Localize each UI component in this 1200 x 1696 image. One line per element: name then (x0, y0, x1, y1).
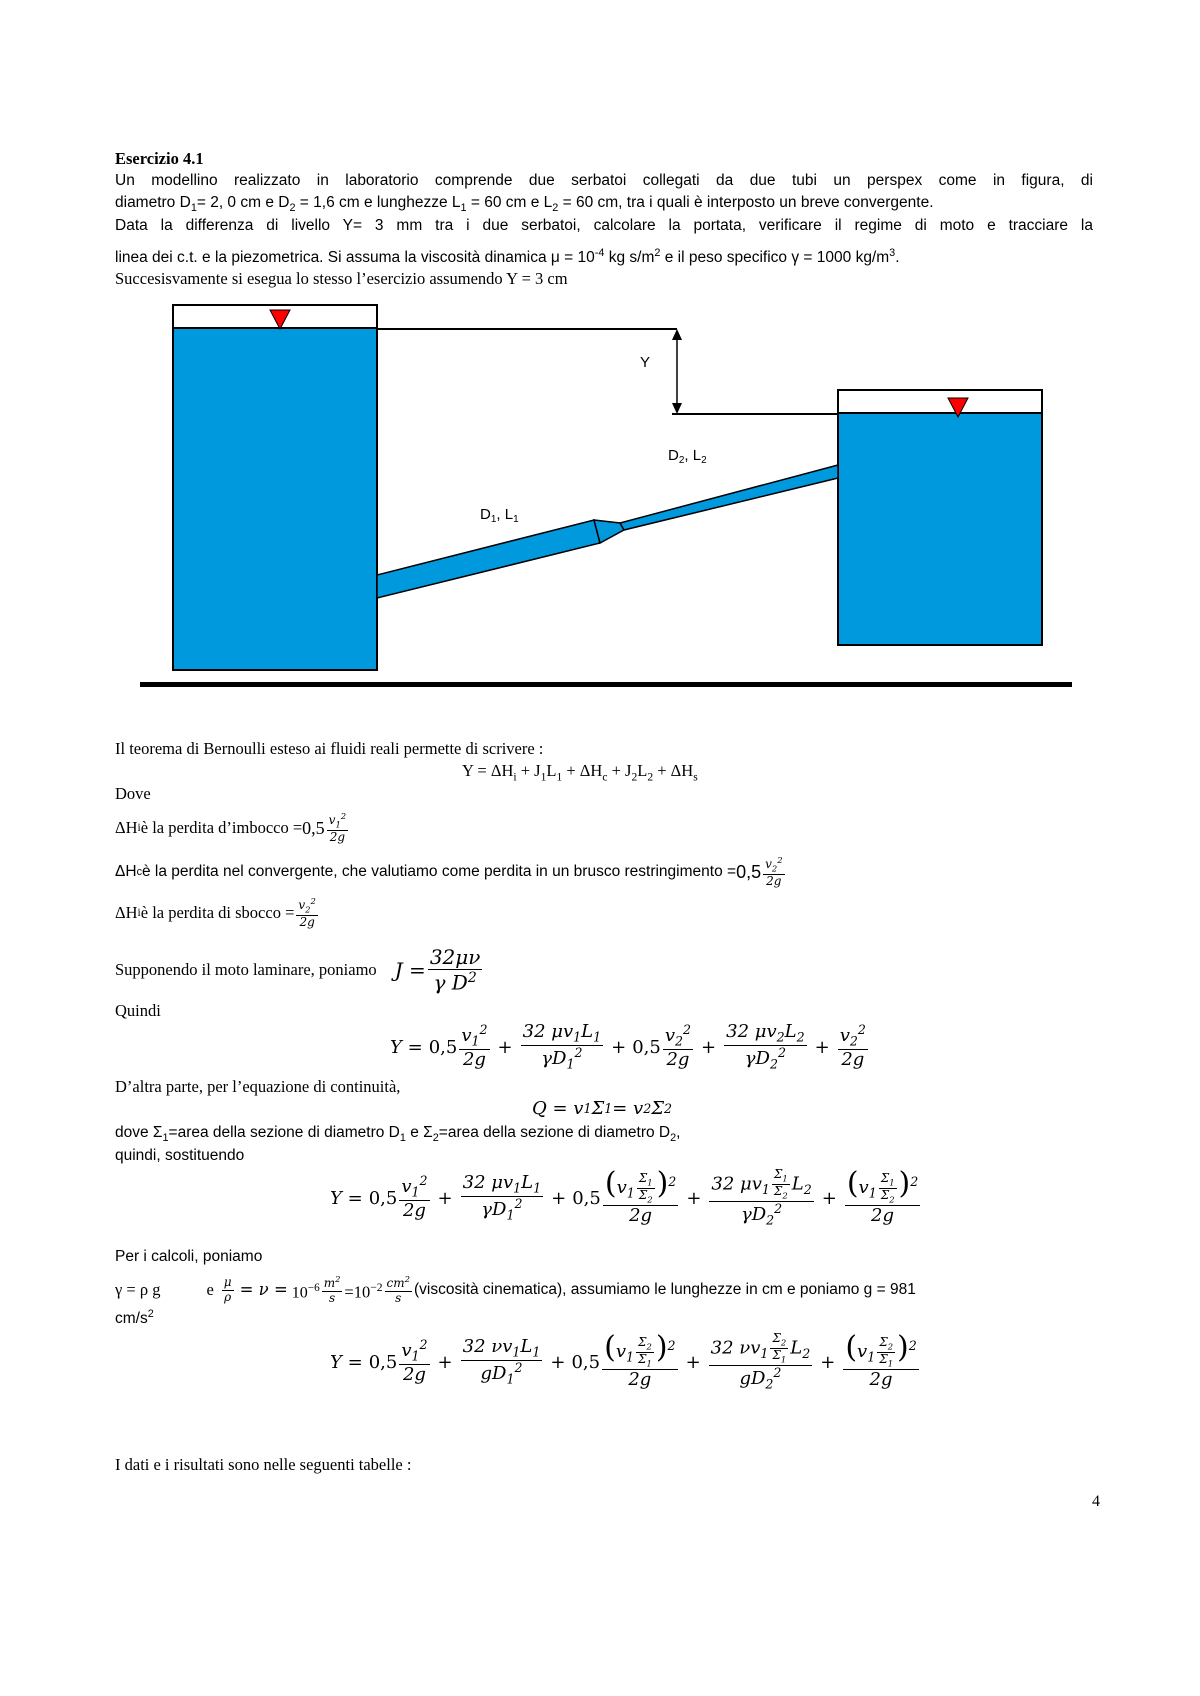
quindi-sostituendo: quindi, sostituendo (115, 1147, 245, 1164)
right-tank-top (838, 390, 1042, 413)
continuity-text: D’altra parte, per l’equazione di continuità, (115, 1077, 401, 1096)
tank-diagram (0, 0, 1200, 720)
imbocco-loss: ΔH i è la perdita d’imbocco = 0,5 $\frac{v_1^2}{2g}$ (115, 811, 347, 845)
equation-y-2: Y = 0,5 $\frac{v_1^2}{2g}$ + $\frac{32 \mu v_1L_1}{\gamma D_1^2}$ + 0,5 ($v_1$ $\frac{\Sigma_1}{\Sigma_2}$ )$^2$ 2g + 32 $\mu v_1$ $\frac{\Sigma_1}{\Sigma_2}$ $L_2$ $\gamma D_2^2$ + ($v_1$ $\frac{\Sigma_1}{\Sigma_2}$ )$^2$ 2g (330, 1166, 919, 1228)
problem-line-2: diametro $D_1= 2$, 0 cm e $D_2 = 1,6$ cm e lunghezze $L_1 = 60$ cm e $L_2 = 60$ cm, tra i quali è interposto un breve convergente. (115, 194, 934, 215)
left-tank-water (173, 328, 377, 670)
dove-label: Dove (115, 784, 151, 803)
y-arrow-down-icon (672, 403, 682, 414)
problem-line-3: Data la differenza di livello Y= 3 mm tra i due serbatoi, calcolare la portata, verificare il regime di moto e tracciare la (115, 217, 1093, 234)
problem-line-1: Un modellino realizzato in laboratorio comprende due serbatoi collegati da due tubi un perspex come in figura, di (115, 172, 1093, 189)
page-number: 4 (1092, 1493, 1100, 1510)
d2-l2-label: $D_2$, $L_2$ (668, 447, 707, 466)
equation-y-1: Y = 0,5 $\frac{v_1^2}{2g}$ + $\frac{32 \mu v_1L_1}{\gamma D_1^2}$ + 0,5 $\frac{v_2^2}{2g}$ + $\frac{32 \mu v_2L_2}{\gamma D_2^2}$ + $\frac{v_2^2}{2g}$ (390, 1021, 866, 1072)
d1-l1-label: $D_1$, $L_1$ (480, 506, 519, 525)
problem-line-5: Succesisvamente si esegua lo stesso l’esercizio assumendo Y = 3 cm (115, 269, 568, 288)
continuity-equation: Q = v 1 Σ 1 = v 2 Σ 2 (532, 1098, 672, 1119)
laminar-text: Supponendo il moto laminare, poniamo J = $\frac{32\mu\nu}{\gamma D^2}$ (115, 945, 481, 995)
y-label: Y (640, 354, 651, 371)
exercise-title: Esercizio 4.1 (115, 149, 204, 168)
sbocco-loss: ΔH i è la perdita di sbocco = $\frac{v_2^2}{2g}$ (115, 896, 316, 930)
pipe-2 (620, 465, 838, 530)
tables-intro: I dati e i risultati sono nelle seguenti tabelle : (115, 1455, 412, 1474)
y-arrow-up-icon (672, 329, 682, 340)
cms2-unit: $cm/s^2$ (115, 1308, 154, 1328)
convergent-loss: ΔH c è la perdita nel convergente, che valutiamo come perdita in un brusco restringimento = 0,5 $\frac{v_2^2}{2g}$ (115, 855, 783, 889)
right-tank-water (838, 413, 1042, 645)
pipe-1 (377, 520, 600, 598)
bernoulli-text: Il teorema di Bernoulli esteso ai fluidi reali permette di scrivere : (115, 739, 544, 758)
sigma-definition: dove $\Sigma_1=area$ della sezione di diametro $D_1$ e $\Sigma_2=area$ della sezione di diametro $D_2$, (115, 1124, 681, 1145)
equation-y-3: Y = 0,5 $\frac{v_1^2}{2g}$ + $\frac{32 \nu v_1L_1}{gD_1^2}$ + 0,5 ($v_1$ $\frac{\Sigma_2}{\Sigma_1}$ )$^2$ 2g + 32 $\nu v_1$ $\frac{\Sigma_2}{\Sigma_1}$ $L_2$ $gD_2^2$ + ($v_1$ $\frac{\Sigma_2}{\Sigma_1}$ )$^2$ 2g (330, 1330, 917, 1392)
ground-line (140, 682, 1072, 687)
problem-line-4: linea dei c.t. e la piezometrica. Si assuma la viscosità dinamica $\mu = 10^{-4}$ kg $s/m^2$ e il peso specifico γ = 1000 $kg/m^3$. (115, 247, 900, 267)
viscosity-line: γ = ρ g e $\frac{\mu}{\rho}$ = ν = $10^{-6}$ $\frac{m^2}{s}$ $=10^{-2}$ $\frac{cm^2}{s}$ (viscosità cinematica), assumiamo le lunghezze in cm e poniamo g = 981 (115, 1274, 916, 1305)
quindi-label: Quindi (115, 1001, 161, 1020)
calcoli-text: Per i calcoli, poniamo (115, 1248, 263, 1265)
main-equation: $Y = \Delta H_i + J_1L_1 + \Delta H_c + J_2L_2 + \Delta H_s$ (462, 761, 698, 784)
